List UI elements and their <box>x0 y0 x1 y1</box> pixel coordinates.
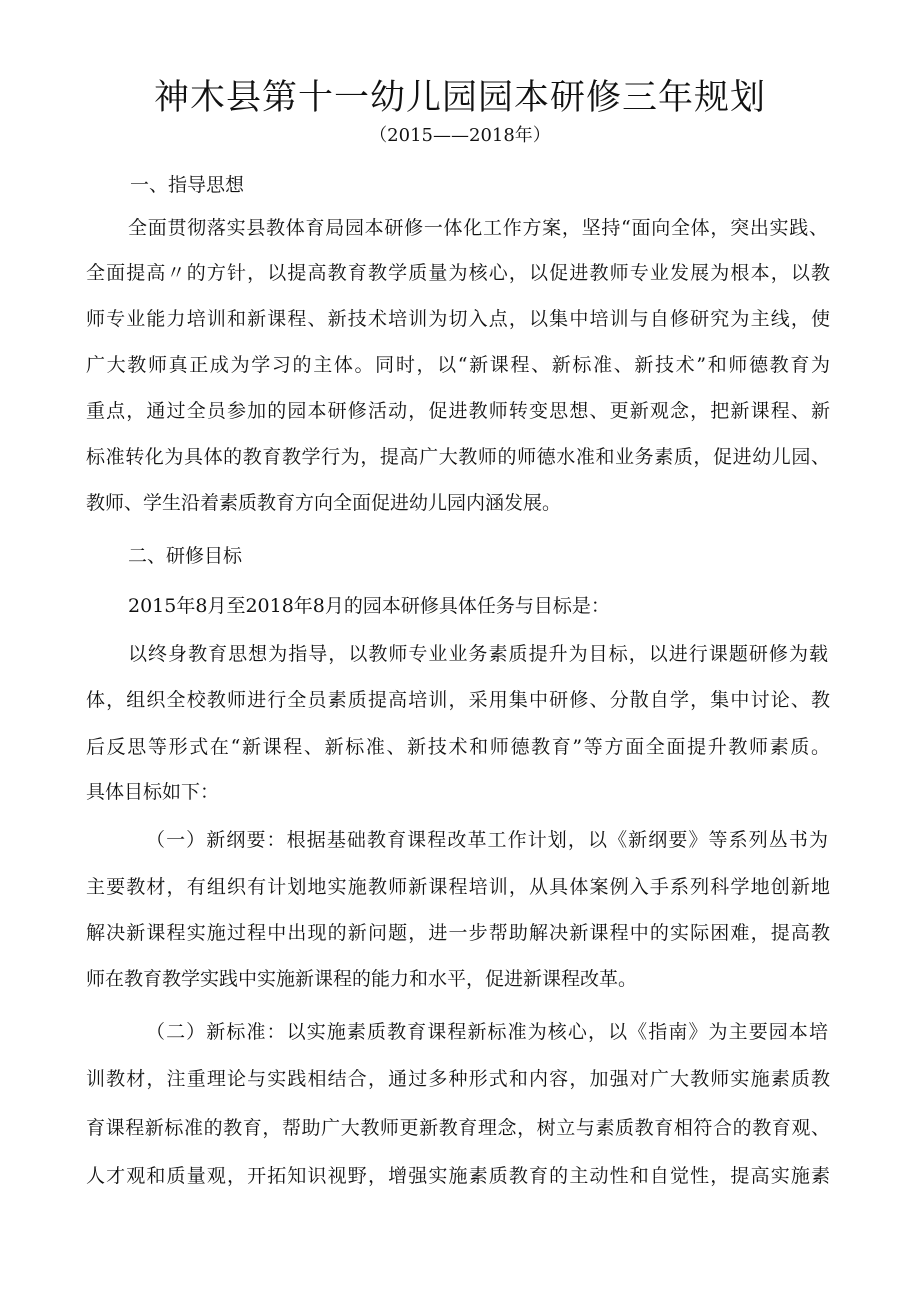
document-title: 神木县第十一幼儿园园本研修三年规划 <box>153 78 766 118</box>
paragraph-line: 广大教师真正成为学习的主体。同时，以“新课程、新标准、新技术”和师德教育为 <box>86 354 830 376</box>
document-subtitle: （2015——2018年） <box>369 125 551 146</box>
paragraph-line: 全面贯彻落实县教体育局园本研修一体化工作方案，坚持“面向全体，突出实践、 <box>128 217 828 239</box>
paragraph-line: 标准转化为具体的教育教学行为，提高广大教师的师德水准和业务素质，促进幼儿园、 <box>86 446 830 468</box>
paragraph-line: 主要教材，有组织有计划地实施教师新课程培训，从具体案例入手系列科学地创新地 <box>86 876 830 898</box>
paragraph-line: 体，组织全校教师进行全员素质提高培训，采用集中研修、分散自学，集中讨论、教 <box>86 689 830 711</box>
paragraph-line: 师专业能力培训和新课程、新技术培训为切入点，以集中培训与自修研究为主线，使 <box>86 308 830 330</box>
paragraph-line: 人才观和质量观，开拓知识视野，增强实施素质教育的主动性和自觉性，提高实施素 <box>86 1165 830 1187</box>
paragraph-line: 解决新课程实施过程中出现的新问题，进一步帮助解决新课程中的实际困难，提高教 <box>86 922 830 944</box>
paragraph-line: 师在教育教学实践中实施新课程的能力和水平，促进新课程改革。 <box>86 968 638 990</box>
paragraph-line: 以终身教育思想为指导，以教师专业业务素质提升为目标，以进行课题研修为载 <box>128 643 828 665</box>
paragraph-line: 后反思等形式在“新课程、新标准、新技术和师德教育”等方面全面提升教师素质。 <box>86 736 830 758</box>
paragraph-line: （二）新标准：以实施素质教育课程新标准为核心，以《指南》为主要园本培 <box>146 1021 828 1043</box>
heading-training-goals: 二、研修目标 <box>128 545 243 567</box>
paragraph-line: 教师、学生沿着素质教育方向全面促进幼儿园内涵发展。 <box>86 492 562 514</box>
heading-guiding-ideology: 一、指导思想 <box>130 174 245 196</box>
paragraph-line: 重点，通过全员参加的园本研修活动，促进教师转变思想、更新观念，把新课程、新 <box>86 400 830 422</box>
paragraph-line: 全面提高〃的方针，以提高教育教学质量为核心，以促进教师专业发展为根本，以教 <box>86 262 830 284</box>
paragraph-line: 具体目标如下： <box>86 781 220 803</box>
paragraph-line: 育课程新标准的教育，帮助广大教师更新教育理念，树立与素质教育相符合的教育观、 <box>86 1117 830 1139</box>
paragraph-line: 训教材，注重理论与实践相结合，通过多种形式和内容，加强对广大教师实施素质教 <box>86 1068 830 1090</box>
paragraph-line: 2015年8月至2018年8月的园本研修具体任务与目标是： <box>128 595 610 617</box>
paragraph-line: （一）新纲要：根据基础教育课程改革工作计划，以《新纲要》等系列丛书为 <box>146 829 828 851</box>
